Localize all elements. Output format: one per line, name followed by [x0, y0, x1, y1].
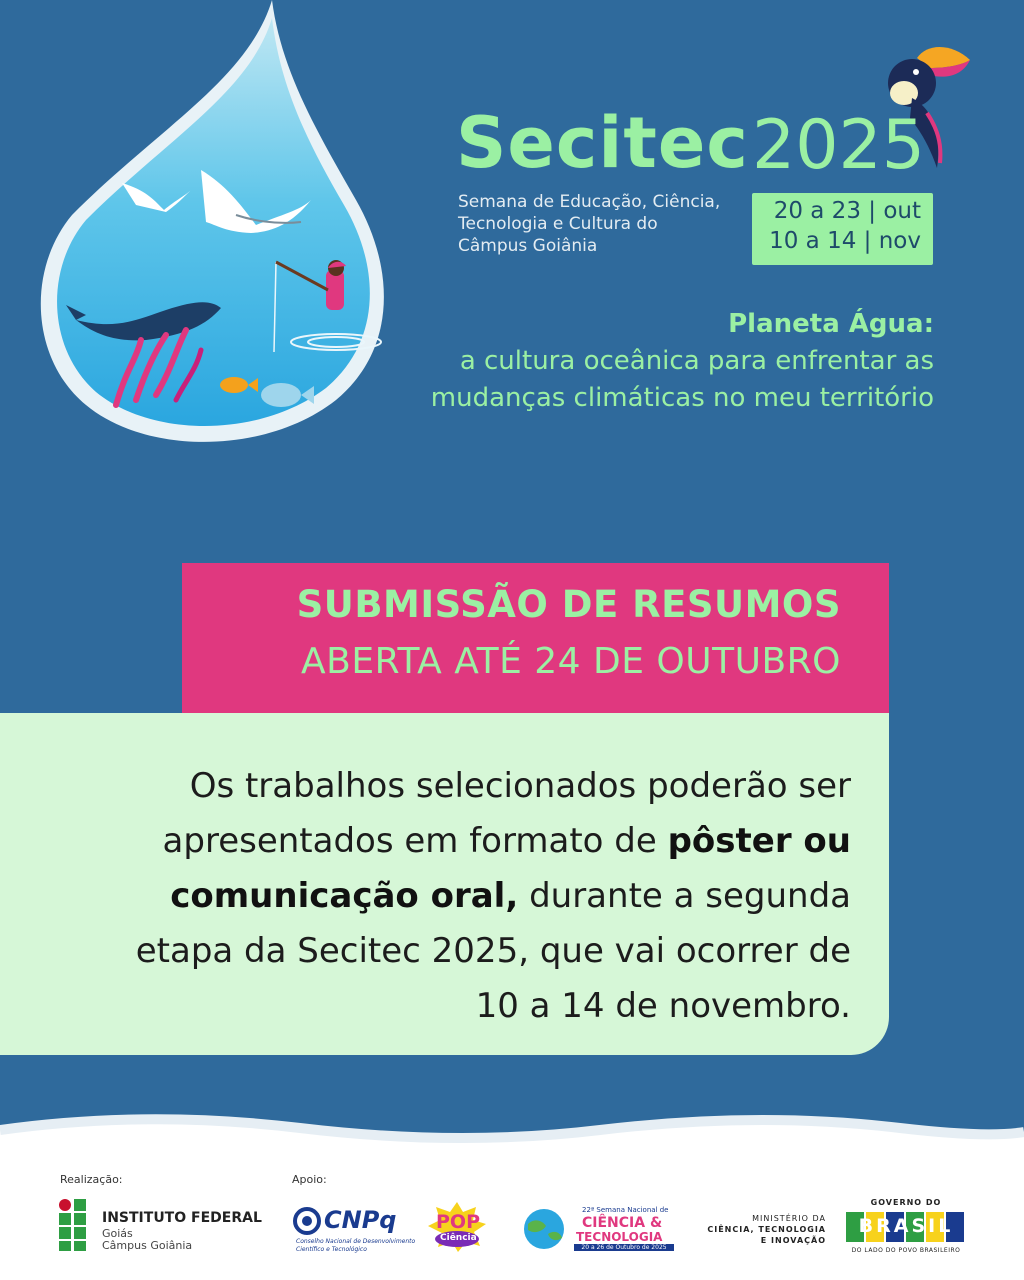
info-text-part: Os trabalhos selecionados poderão ser apresentados em formato de: [162, 766, 851, 861]
mcti-line: MINISTÉRIO DA: [752, 1214, 826, 1223]
info-panel: [0, 713, 889, 1055]
gov-slogan: DO LADO DO POVO BRASILEIRO: [851, 1247, 961, 1254]
cnpq-name: CNPq: [324, 1206, 397, 1234]
submission-deadline: ABERTA ATÉ 24 DE OUTUBRO: [301, 641, 841, 682]
apoio-label: Apoio:: [292, 1173, 327, 1186]
date-range-oct: 20 a 23 | out: [773, 198, 921, 224]
ifgo-state: Goiás: [102, 1227, 133, 1240]
info-text: [91, 759, 851, 1034]
ciencia-text: Ciência: [440, 1233, 477, 1243]
mcti-logo: [694, 1213, 826, 1246]
mcti-line: E INOVAÇÃO: [760, 1236, 826, 1245]
theme-title: Planeta Água:: [728, 309, 934, 339]
event-dates-box: [752, 193, 933, 265]
governo-brasil-logo: [844, 1198, 968, 1260]
snct-top: 22ª Semana Nacional de: [582, 1206, 669, 1214]
subtitle-line: Semana de Educação, Ciência,: [458, 192, 721, 212]
realizacao-label: Realização:: [60, 1173, 123, 1186]
gov-name: BRASIL: [858, 1215, 954, 1237]
mcti-line: CIÊNCIA, TECNOLOGIA: [707, 1225, 826, 1234]
cnpq-emblem-icon: [292, 1206, 322, 1236]
event-title: Secitec: [456, 102, 749, 184]
subtitle-line: Tecnologia e Cultura do: [458, 214, 658, 234]
theme-line: mudanças climáticas no meu território: [430, 383, 934, 413]
ifgo-logo: [58, 1198, 268, 1254]
cnpq-logo: [292, 1204, 414, 1256]
ifgo-name: INSTITUTO FEDERAL: [102, 1210, 262, 1226]
event-year: 2025: [752, 106, 926, 185]
earth-icon: [516, 1206, 572, 1252]
pop-ciencia-logo: [428, 1202, 486, 1252]
event-subtitle: [458, 191, 748, 257]
gov-top: GOVERNO DO: [870, 1198, 942, 1207]
ifgo-campus: Câmpus Goiânia: [102, 1239, 193, 1252]
info-text-part: durante a segunda etapa da Secitec 2025, que vai ocorrer de 10 a 14 de novembro.: [135, 876, 851, 1026]
water-drop-illustration: [36, 0, 436, 450]
theme-line: a cultura oceânica para enfrentar as: [459, 346, 934, 376]
pop-text: POP: [436, 1211, 481, 1233]
event-theme: [431, 306, 934, 417]
ifgo-grid-icon: [58, 1198, 98, 1252]
cnpq-sub1: Conselho Nacional de Desenvolvimento: [296, 1238, 416, 1245]
cnpq-sub2: Científico e Tecnológico: [296, 1246, 367, 1253]
info-text-highlight: pôster ou comunicação oral,: [170, 821, 851, 916]
snct-dates: 20 a 26 de Outubro de 2025: [574, 1244, 674, 1251]
subtitle-line: Câmpus Goiânia: [458, 236, 598, 256]
snct-logo: [516, 1206, 678, 1254]
submission-title: SUBMISSÃO DE RESUMOS: [296, 583, 841, 626]
submission-banner: [182, 563, 889, 713]
date-range-nov: 10 a 14 | nov: [769, 228, 921, 254]
snct-line2: TECNOLOGIA: [576, 1230, 663, 1244]
snct-line1: CIÊNCIA &: [582, 1215, 663, 1231]
